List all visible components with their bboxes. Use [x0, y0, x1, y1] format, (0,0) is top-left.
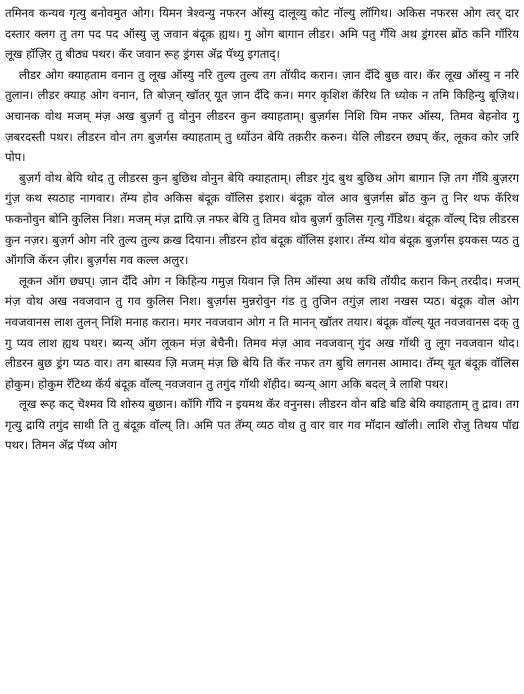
paragraph-2: लीडर ओग क्याहताम वनान तु लूख ऑस्यु नरि तुल्य तुल्य तग तॉयीद करान। ज़ान दॅंदि बुछ वार। कॅर लूख ऑस्यु न नरि तुलान। लीडर क्याह ओग वनान, ति बोज़न् खॉतर् यूत ज़ान दॅंदि कन। मगर कृशिश कॅरिथ ति ध्योक न तमि किहिन्यु बूज़िथ। अचानक वोथ मजम् मंज़ अख बुज़र्ग तु वोनुन लीडरन कुन क्याहताम्। बुज़र्गस निशि यिम नफर ऑस्य, तिमव बेहनोव गु ज़बरदस्ती पथर। लीडरन वोन तग बुज़र्गस क्याहताम् तु ध्योंउन बेयि तक़रीर करुन। येलि लीडरन छ्यप् कॅर, लूकव कोर ज़रि पोप।: [5, 67, 519, 165]
paragraph-4: लूकन ऑग छ्यप्। ज़ान दॅंदि ओग न किहिन्य गमुज़ यिवान ज़ि तिम ऑस्या अथ कथि तॉयीद करान किन् तरदीद। मजम् मंज़ वोथ अख नवजवान तु गव कुलिस निश। बुज़र्गस मुन्नरोवुन गंड तु तुजिन तगुंज़ लाश नखस प्यठ। बंदूक़ वोल ओग नवजवानस लाश तुलन् निशि मनाह करान। मगर नवजवान ओग न ति मानन् खॉतर तयार। बंदूक़ वॉल्य् यूत नवजवानस दक् तु गु प्यव लाश ह्यथ पथर। ब्यन्य् ऑग लूकन मंज़ बेचैनी। तिमव मंज़ आव नवजवान् गुंद अख गॉथी तु लूग नवजवान थोद। लीडरन बुछ ड्रंग प्यठ वार। तग बास्यव ज़ि मजम् मंज़ छि बेयि ति कॅर नफर तग बुथि लगनस आमाद। तॅम्य् यूत बंदूक़ वॉलिस होकुम। होकुम रॅटिथ्य कॅर्य बंदूक़ वॉल्य् नवजवान तु तगुंद गॉथी शॅहीद। ब्यन्य् आग अकि बदल् त्रे लाशि पथर।: [5, 273, 519, 391]
paragraph-3: बुज़र्ग वोथ बेयि थोद तु लीडरस कुन बुछिथ वोनुन बेयि क्याहताम्। लीडर गुंद बुथ बुछिथ ओग बागान ज़ि तग गॅयि बुज़रग गुंज़ कथ स्यठाह नागवार। तॅम्य होव अकिस बंदूक़ वॉलिस इशार। बंदूक़ वोल आव बुज़र्गस ब्रोंठ कुन तु निर थफ कॅरिथ फकनोवुन बोनि कुलिस निश। मजम् मंज़ द्रायि ज़ नफर बेयि तु तिमव थोव बुज़र्ग कुलिस गृत्यु गॅंडिथ। बंदूक़ वॉल्य् दिच़ लीडरस कुन नज़र। बुज़र्ग ओग नरि तुल्य तुल्य क्रख दियान। लीडरन होव बंदूक़ वॉलिस इशार। तॅम्य थोव बंदूक़ बुज़र्गस इयकस प्यठ तु ऑगजि कॅरन ज़ीर। बुज़र्गस गव कल्ल अलुर।: [5, 170, 519, 268]
paragraph-1: तमिनव कन्यव गृत्यु बनोवमुत ओग। यिमन त्रेश्वन्यु नफरन ऑस्यु दालूव्यु कोट नॉल्यु लॉगिथ। अकिस नफरस ओग त्वर् दार दस्तार क्लग तु तग पद पद ऑस्यु ज़ु जवान बंदूक़ ह्यथ। गु ओग बागान लीडर। अमि पतु गॅयि अथ ड्रंगरस ब्रोंठ कनि गॉरिय लूख हॉज़िर तु बीठ्य पथर। कॅर जवान रूह ड्रंगस ॲद्र पॅथ्यु इगताद्।: [5, 6, 519, 62]
paragraph-5: लूख रूह कट् चॆश्मव यि शोरुय बुछान। कॉगि गॅयि न इयमथ कॅर वनुनस। लीडरन वोन बडि बडि बेयि क्याहताम् तु द्राव। तग गृत्यु द्रायि तगुंद साथी ति तु बंदूक़ वॉल्य् ति। अमि पत तॅम्य् व्यठ वोथ तु वार वार गव मॉदान खॉली। लाशि रोज़ु तिथय पॉद्य पथर। तिमन ॲद्र पॅथ्य ओग: [5, 397, 519, 453]
